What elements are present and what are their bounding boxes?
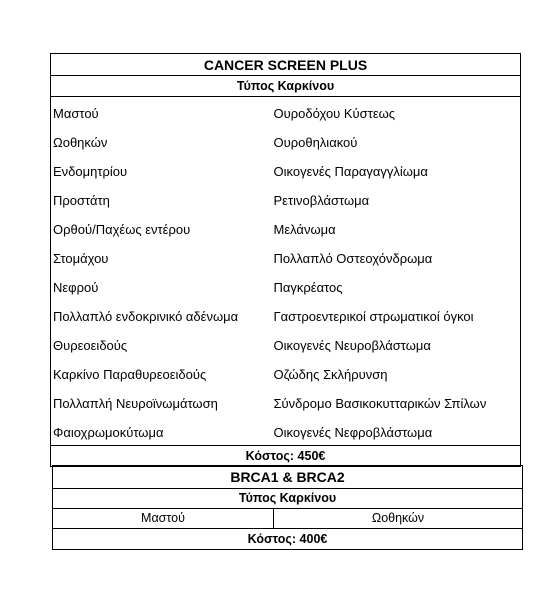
cancer-type-cell: Καρκίνο Παραθυρεοειδούς bbox=[51, 358, 272, 387]
cancer-type-cell: Θυρεοειδούς bbox=[51, 329, 272, 358]
table-row bbox=[51, 155, 521, 184]
cancer-type-cell: Ενδομητρίου bbox=[51, 155, 272, 184]
table-row bbox=[51, 358, 521, 387]
table-row bbox=[51, 271, 521, 300]
cancer-type-cell: Νεφρού bbox=[51, 271, 272, 300]
cancer-type-header: Τύπος Καρκίνου bbox=[51, 76, 521, 97]
table-row bbox=[51, 184, 521, 213]
cancer-type-cell: Πολλαπλό Οστεοχόνδρωμα bbox=[272, 242, 521, 271]
cancer-type-cell: Οικογενές Νευροβλάστωμα bbox=[272, 329, 521, 358]
cancer-type-cell: Μαστού bbox=[51, 97, 272, 127]
cancer-type-cell: Μελάνωμα bbox=[272, 213, 521, 242]
brca-title: BRCA1 & BRCA2 bbox=[53, 466, 523, 489]
cancer-type-cell: Φαιοχρωμοκύτωμα bbox=[51, 416, 272, 446]
cancer-screen-plus-table bbox=[50, 53, 521, 467]
cancer-type-cell: Σύνδρομο Βασικοκυτταρικών Σπίλων bbox=[272, 387, 521, 416]
table-row bbox=[51, 329, 521, 358]
table-row bbox=[51, 242, 521, 271]
table-row bbox=[51, 416, 521, 446]
cancer-screen-plus-cost: Κόστος: 450€ bbox=[51, 446, 521, 467]
table-row bbox=[51, 387, 521, 416]
cancer-type-cell: Πολλαπλό ενδοκρινικό αδένωμα bbox=[51, 300, 272, 329]
cancer-type-cell: Ουροδόχου Κύστεως bbox=[272, 97, 521, 127]
brca-table bbox=[52, 465, 523, 550]
cancer-screen-plus-title: CANCER SCREEN PLUS bbox=[51, 54, 521, 76]
cancer-type-cell: Ρετινοβλάστωμα bbox=[272, 184, 521, 213]
table-row bbox=[51, 213, 521, 242]
cancer-type-cell: Στομάχου bbox=[51, 242, 272, 271]
table-row bbox=[51, 97, 521, 127]
cancer-type-cell: Οικογενές Νεφροβλάστωμα bbox=[272, 416, 521, 446]
cancer-type-cell: Οικογενές Παραγαγγλίωμα bbox=[272, 155, 521, 184]
brca-cost: Κόστος: 400€ bbox=[53, 529, 523, 550]
cancer-type-cell: Ωοθηκών bbox=[51, 126, 272, 155]
cancer-type-cell: Πολλαπλή Νευροϊνωμάτωση bbox=[51, 387, 272, 416]
table-row bbox=[51, 300, 521, 329]
brca-cancer-type-cell: Μαστού bbox=[53, 509, 274, 529]
cancer-type-cell: Παγκρέατος bbox=[272, 271, 521, 300]
brca-cancer-type-header: Τύπος Καρκίνου bbox=[53, 489, 523, 509]
cancer-type-cell: Οζώδης Σκλήρυνση bbox=[272, 358, 521, 387]
cancer-type-cell: Προστάτη bbox=[51, 184, 272, 213]
cancer-type-cell: Γαστροεντερικοί στρωματικοί όγκοι bbox=[272, 300, 521, 329]
brca-cancer-type-cell: Ωοθηκών bbox=[274, 509, 523, 529]
cancer-type-cell: Ορθού/Παχέως εντέρου bbox=[51, 213, 272, 242]
table-row bbox=[51, 126, 521, 155]
cancer-type-cell: Ουροθηλιακού bbox=[272, 126, 521, 155]
